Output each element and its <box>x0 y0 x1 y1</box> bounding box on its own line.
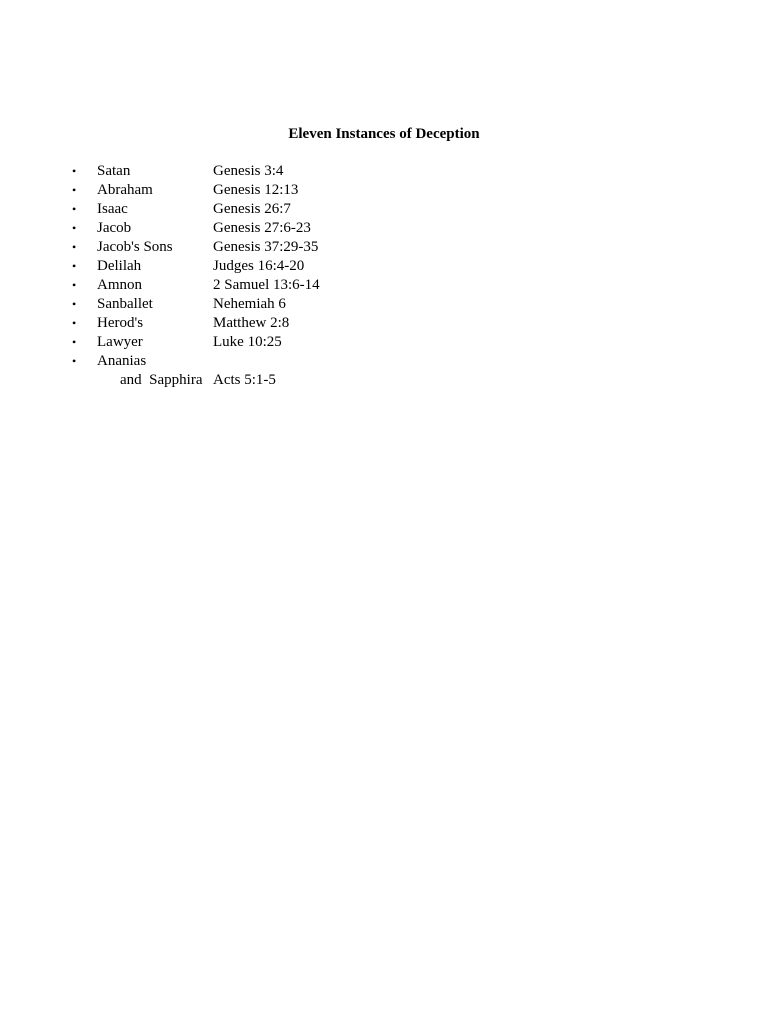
entry-reference: Matthew 2:8 <box>213 315 290 331</box>
entry-reference: Genesis 3:4 <box>213 163 284 179</box>
entry-reference: Genesis 27:6-23 <box>213 220 311 236</box>
entry-name: Jacob <box>97 220 132 236</box>
bullet-icon: • <box>72 354 77 368</box>
entry-reference: Nehemiah 6 <box>213 296 286 312</box>
list-item <box>0 200 768 219</box>
entry-name: Isaac <box>97 201 128 217</box>
entry-reference: Judges 16:4-20 <box>213 258 305 274</box>
entry-name: Sanballet <box>97 296 153 312</box>
list-item-continuation <box>0 371 768 390</box>
entry-name: Satan <box>97 163 131 179</box>
entry-reference: Genesis 37:29-35 <box>213 239 319 255</box>
entry-reference: Genesis 26:7 <box>213 201 291 217</box>
entry-reference: Luke 10:25 <box>213 334 282 350</box>
page-title: Eleven Instances of Deception <box>288 126 480 142</box>
list-item <box>0 181 768 200</box>
bullet-icon: • <box>72 316 77 330</box>
bullet-icon: • <box>72 297 77 311</box>
list-item <box>0 314 768 333</box>
bullet-icon: • <box>72 278 77 292</box>
list-item <box>0 238 768 257</box>
entry-name-continuation: and Sapphira <box>120 372 203 388</box>
list-item <box>0 295 768 314</box>
deception-list <box>0 162 768 390</box>
list-item <box>0 257 768 276</box>
bullet-icon: • <box>72 335 77 349</box>
bullet-icon: • <box>72 221 77 235</box>
list-item <box>0 352 768 371</box>
entry-reference: Genesis 12:13 <box>213 182 299 198</box>
list-item <box>0 162 768 181</box>
entry-name: Ananias <box>97 353 147 369</box>
bullet-icon: • <box>72 259 77 273</box>
entry-name: Herod's <box>97 315 144 331</box>
list-item <box>0 333 768 352</box>
entry-reference: 2 Samuel 13:6-14 <box>213 277 320 293</box>
entry-name: Lawyer <box>97 334 143 350</box>
entry-name: Jacob's Sons <box>97 239 173 255</box>
entry-name: Amnon <box>97 277 142 293</box>
bullet-icon: • <box>72 240 77 254</box>
entry-reference: Acts 5:1-5 <box>213 372 276 388</box>
bullet-icon: • <box>72 202 77 216</box>
entry-name: Delilah <box>97 258 142 274</box>
bullet-icon: • <box>72 164 77 178</box>
entry-name: Abraham <box>97 182 153 198</box>
list-item <box>0 276 768 295</box>
bullet-icon: • <box>72 183 77 197</box>
list-item <box>0 219 768 238</box>
